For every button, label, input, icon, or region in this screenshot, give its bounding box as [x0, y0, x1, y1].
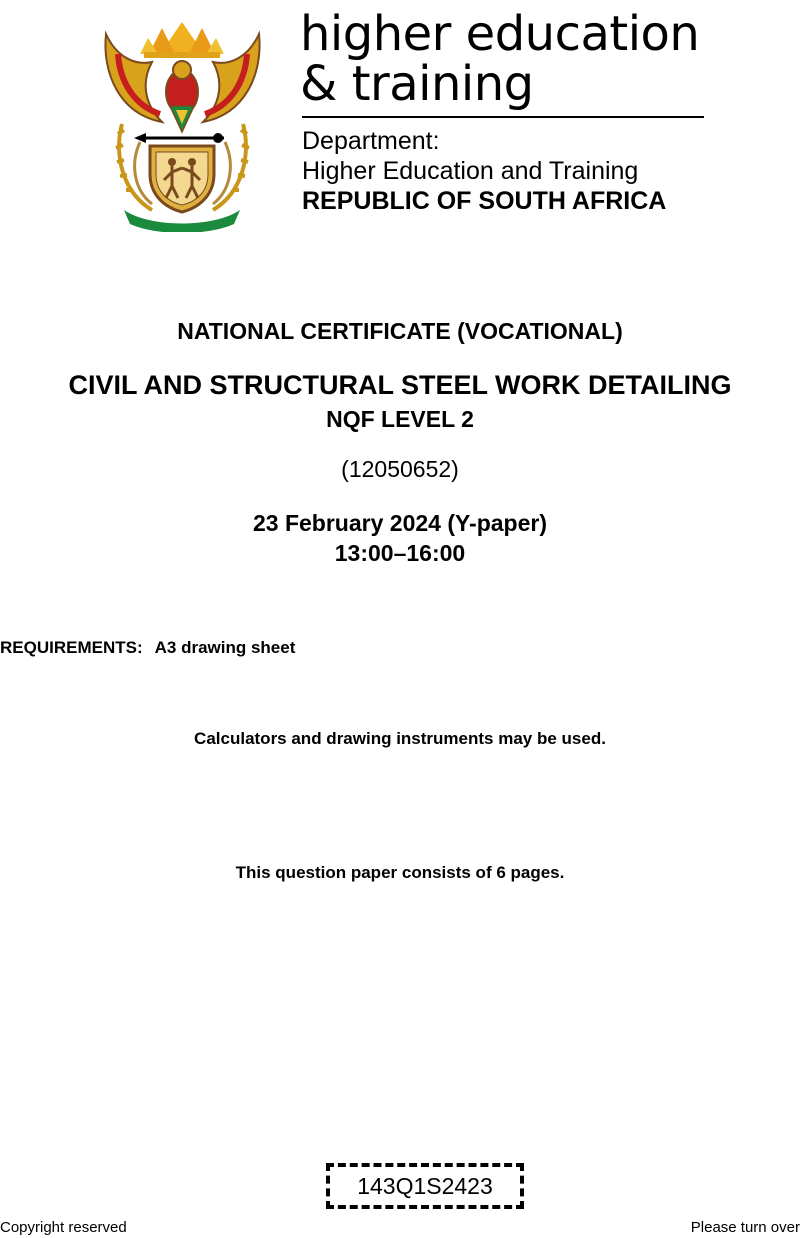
pages-note: This question paper consists of 6 pages.	[235, 863, 565, 882]
footer-turn-over: Please turn over	[690, 1219, 800, 1236]
brand-title-line2: & training	[300, 56, 534, 112]
requirements-label: REQUIREMENTS:	[0, 638, 143, 657]
exam-time: 13:00–16:00	[334, 540, 466, 566]
department-name: Higher Education and Training	[302, 157, 639, 185]
brand-divider	[302, 116, 704, 118]
subject-code: (12050652)	[341, 456, 459, 482]
paper-code: 143Q1S2423	[357, 1173, 493, 1199]
requirements-value: A3 drawing sheet	[154, 638, 296, 657]
department-label: Department:	[302, 127, 440, 155]
certificate-title: NATIONAL CERTIFICATE (VOCATIONAL)	[177, 318, 623, 344]
calculators-note: Calculators and drawing instruments may be used.	[194, 729, 606, 748]
nqf-level: NQF LEVEL 2	[326, 406, 474, 432]
exam-date: 23 February 2024 (Y-paper)	[252, 510, 548, 536]
coat-of-arms-logo	[100, 14, 265, 232]
secretary-bird-icon	[166, 61, 198, 132]
sun-icon	[140, 22, 224, 58]
brand-title-line1: higher education	[300, 6, 700, 62]
requirements-line	[0, 636, 295, 660]
paper-code-box	[326, 1163, 524, 1209]
subject-title: CIVIL AND STRUCTURAL STEEL WORK DETAILING	[68, 370, 732, 400]
shield-icon	[150, 146, 214, 212]
footer-copyright: Copyright reserved	[0, 1219, 127, 1236]
country-name: REPUBLIC OF SOUTH AFRICA	[302, 187, 667, 215]
